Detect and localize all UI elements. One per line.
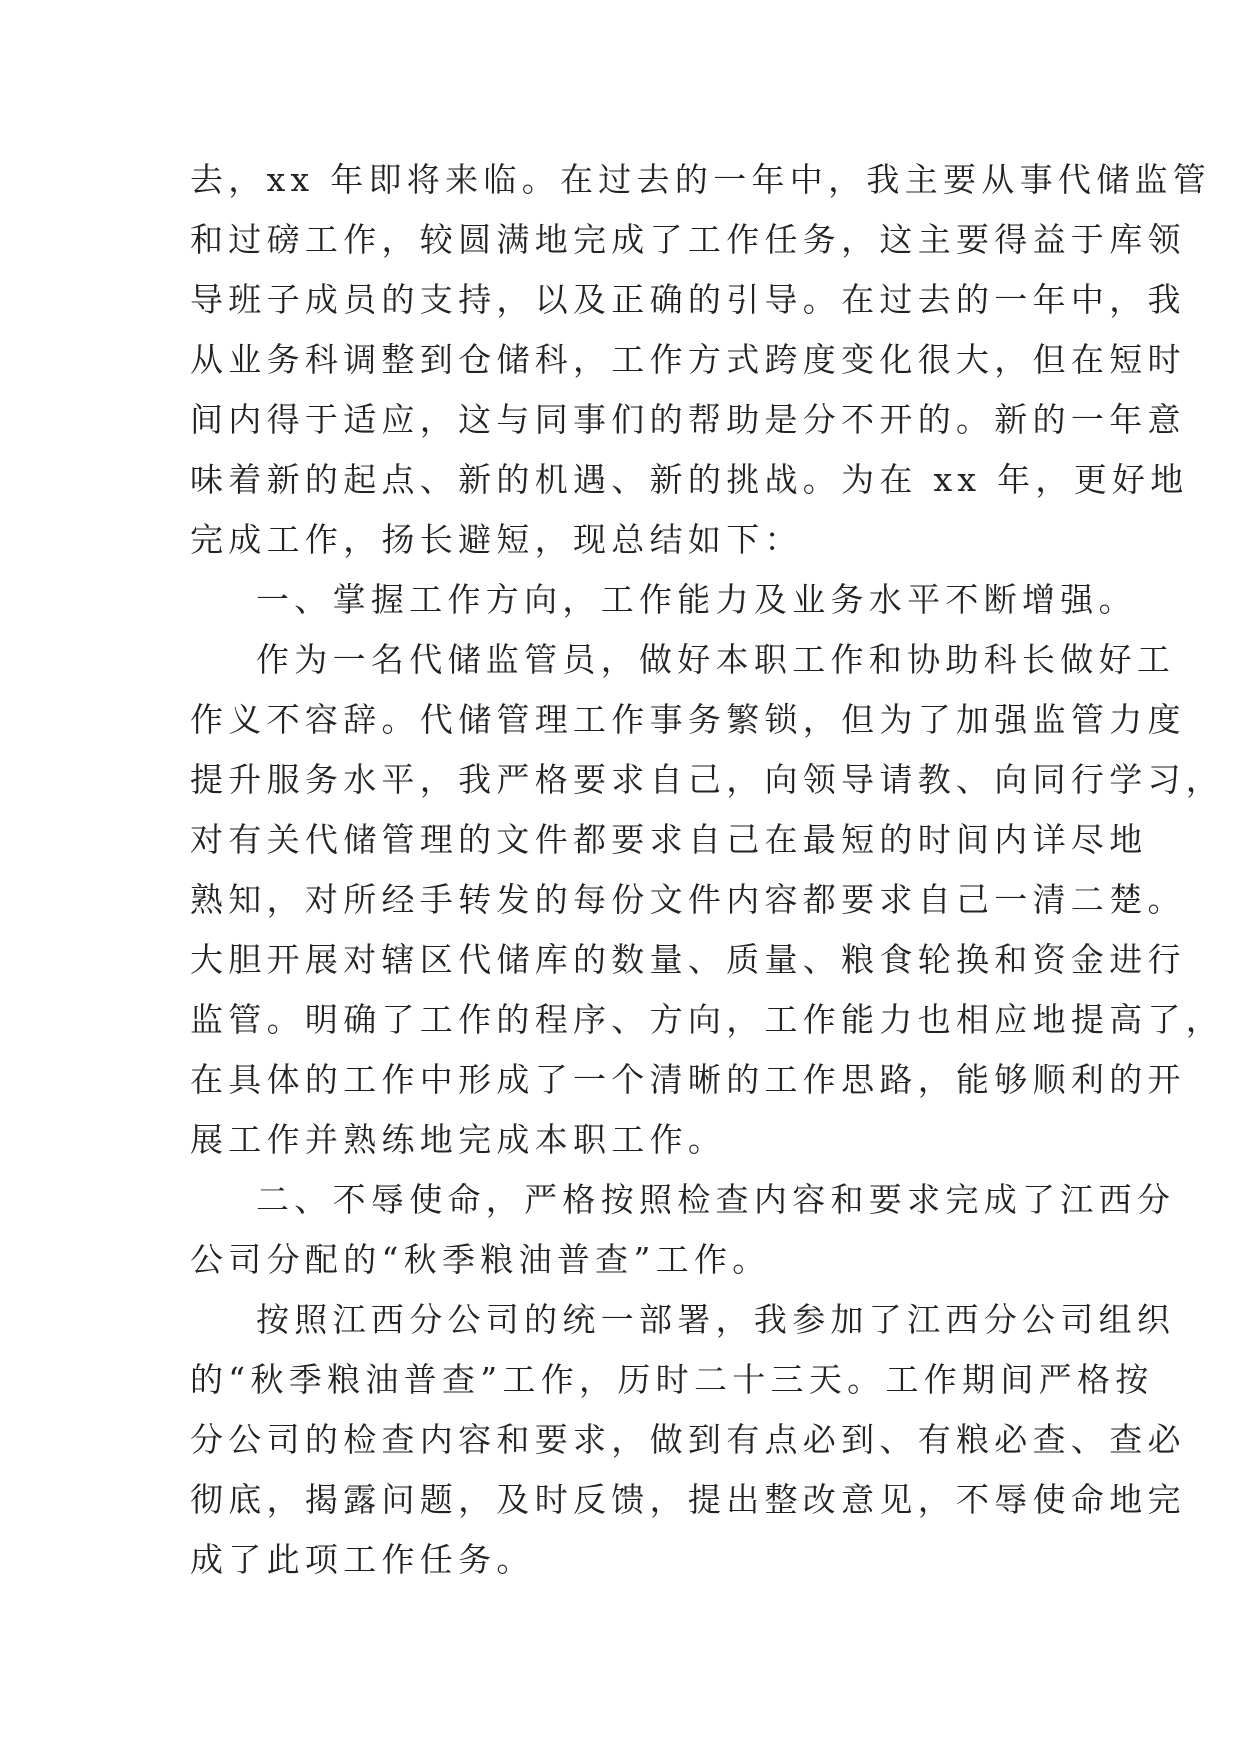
text-line: 间内得于适应，这与同事们的帮助是分不开的。新的一年意 xyxy=(190,400,1186,439)
section-heading-2 xyxy=(190,1170,1176,1290)
text-line: 监管。明确了工作的程序、方向，工作能力也相应地提高了， xyxy=(190,1000,1225,1039)
section-heading-1 xyxy=(190,570,1137,630)
text-line: 熟知，对所经手转发的每份文件内容都要求自己一清二楚。 xyxy=(190,880,1186,919)
text-line: 完成工作，扬长避短，现总结如下： xyxy=(190,520,803,559)
text-line: 作为一名代储监管员，做好本职工作和协助科长做好工 xyxy=(256,640,1176,679)
text-line: 从业务科调整到仓储科，工作方式跨度变化很大，但在短时 xyxy=(190,340,1186,379)
text-line: 公司分配的“秋季粮油普查”工作。 xyxy=(190,1240,771,1279)
text-line: 在具体的工作中形成了一个清晰的工作思路，能够顺利的开 xyxy=(190,1060,1186,1099)
text-line: 按照江西分公司的统一部署，我参加了江西分公司组织 xyxy=(256,1300,1176,1339)
text-line: 味着新的起点、新的机遇、新的挑战。为在 xx 年，更好地 xyxy=(190,460,1189,499)
text-line: 提升服务水平，我严格要求自己，向领导请教、向同行学习， xyxy=(190,760,1225,799)
text-line: 彻底，揭露问题，及时反馈，提出整改意见，不辱使命地完 xyxy=(190,1480,1186,1519)
document-body xyxy=(190,150,1225,1590)
paragraph-intro xyxy=(190,150,1212,570)
text-line: 对有关代储管理的文件都要求自己在最短的时间内详尽地 xyxy=(190,820,1148,859)
text-line: 分公司的检查内容和要求，做到有点必到、有粮必查、查必 xyxy=(190,1420,1186,1459)
text-line: 导班子成员的支持，以及正确的引导。在过去的一年中，我 xyxy=(190,280,1186,319)
text-line: 成了此项工作任务。 xyxy=(190,1540,535,1579)
text-line: 二、不辱使命，严格按照检查内容和要求完成了江西分 xyxy=(256,1180,1176,1219)
text-line: 和过磅工作，较圆满地完成了工作任务，这主要得益于库领 xyxy=(190,220,1186,259)
text-line: 的“秋季粮油普查”工作，历时二十三天。工作期间严格按 xyxy=(190,1360,1154,1399)
text-line: 一、掌握工作方向，工作能力及业务水平不断增强。 xyxy=(256,580,1137,619)
text-line: 去，xx 年即将来临。在过去的一年中，我主要从事代储监管 xyxy=(190,160,1212,199)
text-line: 大胆开展对辖区代储库的数量、质量、粮食轮换和资金进行 xyxy=(190,940,1186,979)
paragraph-section-2 xyxy=(190,1290,1186,1590)
paragraph-section-1 xyxy=(190,630,1225,1170)
text-line: 作义不容辞。代储管理工作事务繁锁，但为了加强监管力度 xyxy=(190,700,1186,739)
text-line: 展工作并熟练地完成本职工作。 xyxy=(190,1120,727,1159)
